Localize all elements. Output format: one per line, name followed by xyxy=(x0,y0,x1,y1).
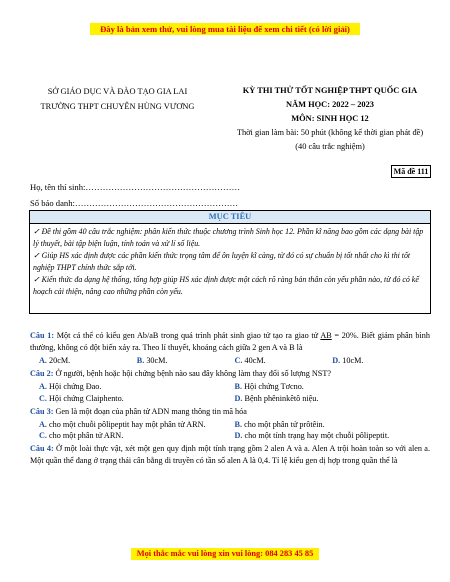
question-text-end: = 20%. Biết giảm phân bình thường, không có đột biến xảy ra. Theo lí thuyết, khoảng cách giữa 2 gen A và B là xyxy=(30,331,430,352)
question-3-options xyxy=(30,419,430,443)
option-d: D. 10cM. xyxy=(332,355,364,365)
question-list xyxy=(30,330,430,468)
gamete-label: AB xyxy=(320,331,332,340)
time-limit: Thời gian làm bài: 50 phút (không kể thời gian phát đề) xyxy=(236,128,424,137)
question-text: Ở người, bệnh hoặc hội chứng bệnh nào sau đây không làm thay đổi số lượng NST? xyxy=(53,369,331,379)
objective-item: ✓ Giúp HS xác định được các phần kiến thức trọng tâm để ôn luyện kĩ càng, từ đó có sự chuẩn bị tốt nhất cho kì thi tốt nghiệp THPT chính thức sắp tới. xyxy=(33,251,411,272)
contact-footer: Mọi thắc mắc vui lòng xin vui lòng: 084 283 45 85 xyxy=(131,548,319,560)
subject: MÔN: SINH HỌC 12 xyxy=(291,114,369,123)
question-number: Câu 3: xyxy=(30,406,54,416)
question-4 xyxy=(30,443,430,467)
student-name-field: Họ, tên thí sinh:……………………………………………… xyxy=(30,182,241,192)
question-text: Ở một loài thực vật, xét một gen quy định một tính trạng gồm 2 alen A và a. Alen A trội hoàn toàn so với alen a. Một quần thể đang ở trạng thái cân bằng di truyền có tần số alen A là 0,4. Tỉ lệ kiểu gen dị hợp trong quần thể là xyxy=(30,444,430,465)
option-b: B. cho một phân tử prôtêin. xyxy=(234,419,325,429)
question-3 xyxy=(30,406,430,418)
option-a: A. Hội chứng Đao. xyxy=(39,382,102,392)
exam-header xyxy=(225,84,435,154)
question-text: Gen là một đoạn của phân tử ADN mang thông tin mã hóa xyxy=(53,406,247,416)
question-number: Câu 4: xyxy=(30,444,54,454)
school-header xyxy=(20,84,215,114)
question-text: Một cá thể có kiểu gen Ab/aB trong quá trình phát sinh giao tử tạo ra giao tử xyxy=(54,331,321,340)
option-c: C. cho một phân tử ARN. xyxy=(39,431,124,441)
option-a: A. 20cM. xyxy=(39,355,71,365)
student-id-field: Số báo danh:………………………………………………… xyxy=(30,198,239,208)
objective-item: ✓ Đề thi gồm 40 câu trắc nghiệm: phân kiến thức thuộc chương trình Sinh học 12. Phần kĩ năng bao gồm các dạng bài tập lý thuyết, bài tập biện luận, tính toán và xử lí số liệu. xyxy=(33,227,424,248)
preview-banner: Đây là bản xem thử, vui lòng mua tài liệu để xem chi tiết (có lời giải) xyxy=(90,23,360,35)
school-name: TRƯỜNG THPT CHUYÊN HÙNG VƯƠNG xyxy=(40,102,195,111)
option-b: B. Hội chứng Tơcno. xyxy=(234,382,304,392)
option-d: D. cho một tính trạng hay một chuỗi pôlipeptit. xyxy=(234,431,390,441)
question-2 xyxy=(30,368,430,380)
question-2-options xyxy=(30,381,430,405)
exam-name: KỲ THI THỬ TỐT NGHIỆP THPT QUỐC GIA xyxy=(242,86,418,95)
department-name: SỞ GIÁO DỤC VÀ ĐÀO TẠO GIA LAI xyxy=(47,87,188,96)
question-1 xyxy=(30,330,430,354)
exam-code: Mã đề 111 xyxy=(391,165,431,178)
school-year: NĂM HỌC: 2022 – 2023 xyxy=(286,100,374,109)
question-1-options xyxy=(30,355,430,367)
option-a: A. cho một chuỗi pôlipeptit hay một phân tử ARN. xyxy=(39,419,206,429)
question-count: (40 câu trắc nghiệm) xyxy=(295,142,365,151)
option-c: C. 40cM. xyxy=(234,355,266,365)
option-d: D. Bệnh phêninkêtô niệu. xyxy=(234,393,319,403)
option-c: C. Hội chứng Claiphento. xyxy=(39,393,124,403)
objectives-box xyxy=(29,210,431,314)
option-b: B. 30cM. xyxy=(136,355,168,365)
question-number: Câu 1: xyxy=(30,331,55,340)
objective-item: ✓ Kiến thức đa dạng hệ thống, tổng hợp giúp HS xác định được một cách rõ ràng bản thân còn yếu phần nào, từ đó có kế hoạch cải thiện, nâng cao những phần còn yếu. xyxy=(33,275,419,296)
question-number: Câu 2: xyxy=(30,369,54,379)
objectives-title: MỤC TIÊU xyxy=(30,211,430,224)
